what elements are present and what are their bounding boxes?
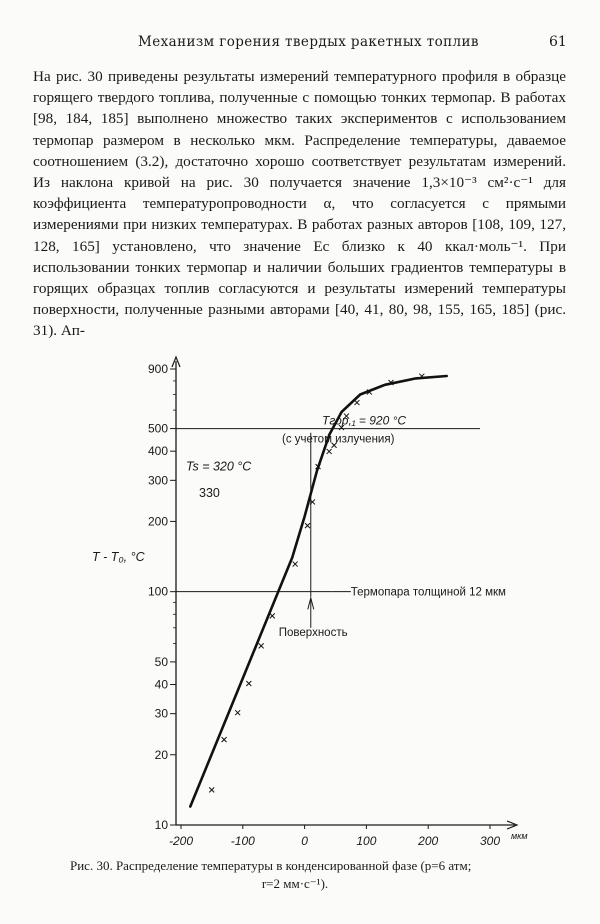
- surface-temperature-label: Ts = 320 °C: [186, 459, 252, 474]
- y-tick-label: 900: [147, 362, 168, 376]
- page-number: 61: [549, 34, 567, 50]
- x-tick-label: 100: [356, 834, 377, 848]
- x-tick-label: -100: [230, 834, 255, 848]
- caption-line-1: Рис. 30. Распределение температуры в конденсированной фазе (p=6 атм;: [70, 858, 472, 873]
- data-point: [293, 562, 298, 567]
- figure-30: [60, 355, 530, 855]
- thermocouple-label: Термопара толщиной 12 мкм: [350, 586, 506, 599]
- x-tick-label: 0: [301, 834, 308, 848]
- surface-temperature-value: 330: [199, 485, 220, 500]
- caption-line-2: r=2 мм·с⁻¹).: [261, 876, 329, 891]
- data-point: [235, 710, 240, 715]
- data-point: [259, 643, 264, 648]
- data-point: [270, 613, 275, 618]
- y-tick-label: 50: [154, 654, 168, 669]
- x-tick-label: 200: [418, 834, 439, 848]
- data-point: [305, 523, 310, 528]
- data-point: [222, 737, 227, 742]
- body-text-block: [33, 66, 566, 342]
- running-title: Механизм горения твердых ракетных топлив: [138, 34, 479, 50]
- data-point: [209, 787, 214, 792]
- x-tick-label: -200: [168, 834, 194, 848]
- y-tick-label: 200: [147, 514, 168, 529]
- y-tick-label: 400: [147, 444, 168, 459]
- body-paragraph: На рис. 30 приведены результаты измерений температурного профиля в образце горящего твердого топлива, полученные с помощью тонких термопар. В работах [98, 184, 185] выполнено множество таких экспериментов с использованием термопар размером в несколько мкм. Распределение температуры, даваемое соотношением (3.2), достаточно хорошо соответствует результатам измерений. Из наклона кривой на рис. 30 получается значение 1,3×10⁻³ см²·с⁻¹ для коэффициента температуропроводности α, что согласуется с прямыми измерениями при низких температурах. В работах разных авторов [108, 109, 127, 128, 165] установлено, что значение Eс близко к 40 ккал·моль⁻¹. При использовании тонких термопар и наличии больших градиентов температуры в горящих образцах топлив согласуются и результаты измерений температуры поверхности, полученные разными авторами [40, 41, 80, 98, 155, 165, 185] (рис. 31). Ап-: [33, 68, 566, 340]
- y-tick-label: 30: [154, 706, 168, 721]
- surface-label: Поверхность: [278, 626, 348, 639]
- y-tick-label: 10: [154, 818, 168, 832]
- y-tick-label: 40: [154, 677, 168, 692]
- x-tick-label: 300: [479, 834, 501, 848]
- data-point: [354, 400, 359, 405]
- y-tick-label: 500: [147, 421, 168, 436]
- y-tick-label: 20: [154, 747, 168, 762]
- y-tick-label: 300: [147, 473, 168, 488]
- ignition-temperature-label: Tгор,₁ = 920 °C: [322, 413, 407, 428]
- y-axis-label: T - T₀, °C: [92, 550, 145, 565]
- y-tick-label: 100: [147, 584, 168, 599]
- data-point: [327, 449, 332, 454]
- x-unit-label: мкм: [511, 831, 528, 841]
- temperature-profile-chart: [60, 355, 530, 855]
- figure-caption: [70, 857, 580, 893]
- running-header: [0, 34, 600, 54]
- ignition-note-label: (с учетом излучения): [282, 433, 395, 446]
- data-point: [246, 681, 251, 686]
